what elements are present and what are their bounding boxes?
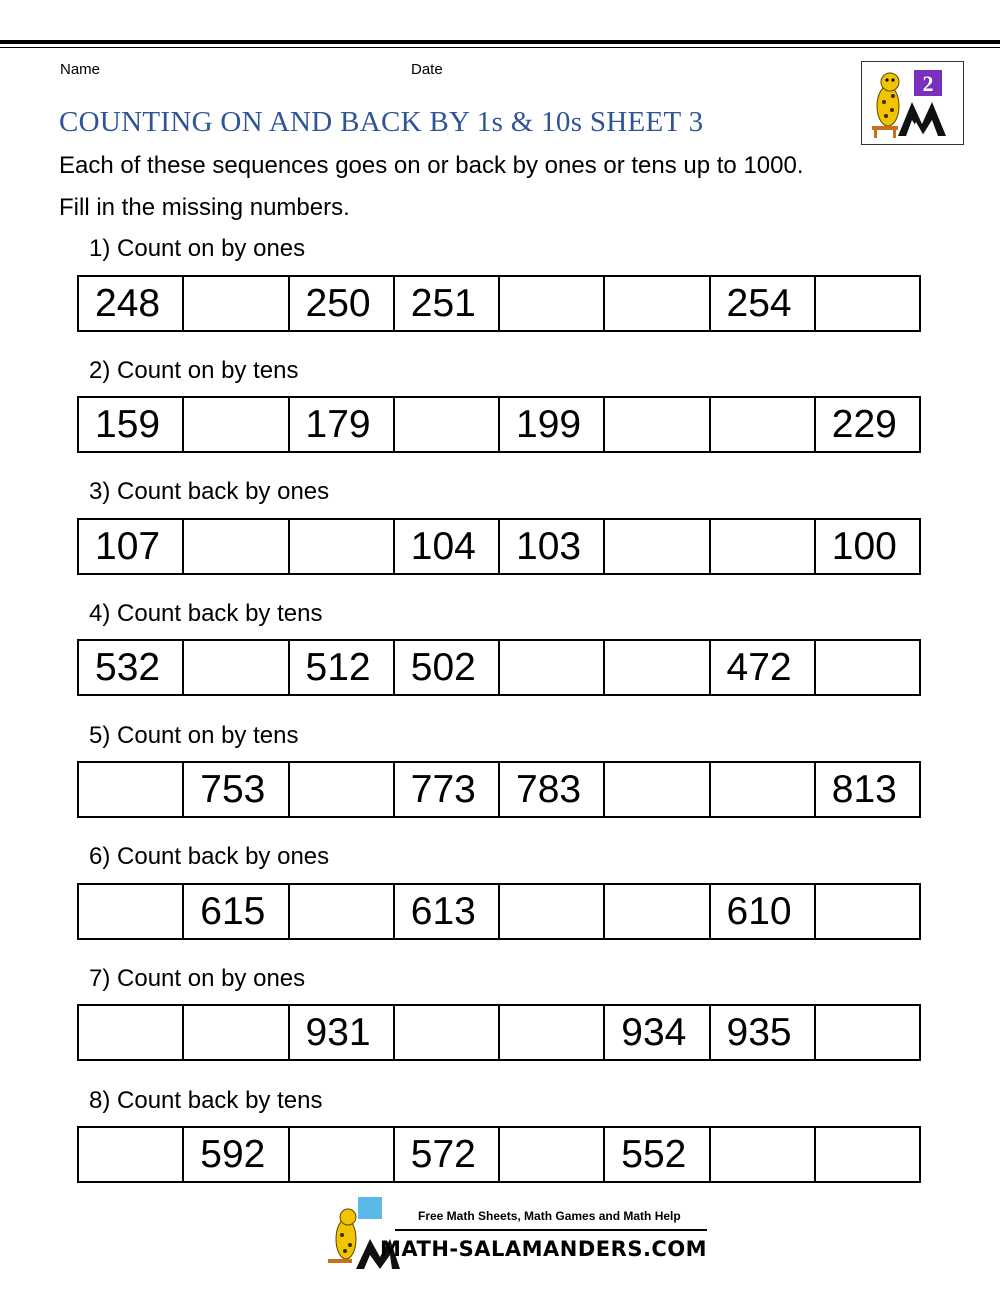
- footer-divider: [395, 1229, 707, 1231]
- footer-tagline: Free Math Sheets, Math Games and Math Help: [418, 1209, 681, 1223]
- answer-cell[interactable]: 773: [395, 763, 500, 816]
- question-7-label: 7) Count on by ones: [89, 965, 306, 992]
- answer-cell[interactable]: [605, 398, 710, 451]
- answer-cell[interactable]: [184, 398, 289, 451]
- salamander-logo: [861, 61, 964, 145]
- answer-cell[interactable]: [816, 1006, 919, 1059]
- answer-cell[interactable]: [500, 641, 605, 694]
- answer-cell[interactable]: [184, 641, 289, 694]
- answer-cell[interactable]: 103: [500, 520, 605, 573]
- question-1-label: 1) Count on by ones: [89, 235, 306, 262]
- footer-logo: [320, 1195, 720, 1273]
- answer-cell[interactable]: 931: [290, 1006, 395, 1059]
- answer-cell[interactable]: [290, 1128, 395, 1181]
- instruction-line-2: Fill in the missing numbers.: [59, 194, 350, 221]
- m-letter-icon: [898, 102, 946, 136]
- answer-cell[interactable]: [605, 885, 710, 938]
- answer-cell[interactable]: 934: [605, 1006, 710, 1059]
- question-8-label: 8) Count back by tens: [89, 1087, 323, 1114]
- answer-cell[interactable]: [605, 520, 710, 573]
- answer-cell[interactable]: 552: [605, 1128, 710, 1181]
- answer-cell[interactable]: 753: [184, 763, 289, 816]
- answer-cell[interactable]: [79, 1128, 184, 1181]
- answer-cell[interactable]: 610: [711, 885, 816, 938]
- answer-cell[interactable]: [500, 277, 605, 330]
- question-7-row: [77, 1004, 921, 1061]
- question-6-row: [77, 883, 921, 940]
- date-label: Date: [411, 61, 443, 78]
- answer-cell[interactable]: 813: [831, 768, 897, 811]
- question-3-label: 3) Count back by ones: [89, 478, 330, 505]
- answer-cell[interactable]: [605, 641, 710, 694]
- answer-cell[interactable]: [184, 277, 289, 330]
- answer-cell[interactable]: [711, 520, 816, 573]
- answer-cell[interactable]: 199: [500, 398, 605, 451]
- question-3-row: [77, 518, 921, 575]
- top-rule: [0, 40, 1000, 44]
- answer-cell[interactable]: 251: [395, 277, 500, 330]
- answer-cell[interactable]: [816, 885, 919, 938]
- answer-cell[interactable]: 592: [184, 1128, 289, 1181]
- footer-salamander-icon: [320, 1195, 400, 1273]
- instruction-line-1: Each of these sequences goes on or back by ones or tens up to 1000.: [59, 152, 804, 179]
- question-1-row: [77, 275, 921, 332]
- name-label: Name: [60, 61, 101, 78]
- question-2-label: 2) Count on by tens: [89, 357, 299, 384]
- answer-cell[interactable]: [395, 1006, 500, 1059]
- answer-cell[interactable]: 572: [395, 1128, 500, 1181]
- answer-cell[interactable]: 472: [711, 641, 816, 694]
- answer-cell[interactable]: [816, 277, 919, 330]
- answer-cell[interactable]: [605, 277, 710, 330]
- answer-cell[interactable]: [500, 885, 605, 938]
- question-5-label: 5) Count on by tens: [89, 722, 299, 749]
- answer-cell[interactable]: 250: [290, 277, 395, 330]
- question-5-row: [77, 761, 921, 818]
- answer-cell[interactable]: [290, 520, 395, 573]
- answer-cell[interactable]: 532: [79, 641, 184, 694]
- answer-cell[interactable]: [79, 885, 184, 938]
- top-rule-thin: [0, 47, 1000, 48]
- answer-cell[interactable]: 512: [290, 641, 395, 694]
- answer-cell[interactable]: 254: [711, 277, 816, 330]
- answer-cell[interactable]: 613: [395, 885, 500, 938]
- answer-cell[interactable]: [184, 520, 289, 573]
- question-8-row: [77, 1126, 921, 1183]
- answer-cell[interactable]: 615: [184, 885, 289, 938]
- answer-cell[interactable]: 783: [500, 763, 605, 816]
- answer-cell[interactable]: [184, 1006, 289, 1059]
- answer-cell[interactable]: [711, 763, 816, 816]
- answer-cell[interactable]: 159: [79, 398, 184, 451]
- answer-cell[interactable]: [500, 1006, 605, 1059]
- footer-brand[interactable]: MATH-SALAMANDERS.COM: [380, 1237, 708, 1261]
- answer-cell[interactable]: [79, 763, 184, 816]
- answer-cell[interactable]: [79, 1006, 184, 1059]
- answer-cell[interactable]: 502: [395, 641, 500, 694]
- worksheet-title: COUNTING ON AND BACK BY 1s & 10s SHEET 3: [59, 106, 704, 138]
- answer-cell[interactable]: 107: [79, 520, 184, 573]
- question-6-label: 6) Count back by ones: [89, 843, 330, 870]
- answer-cell[interactable]: 100: [831, 525, 897, 568]
- answer-cell[interactable]: [711, 398, 816, 451]
- grade-number: 2: [922, 71, 934, 96]
- answer-cell[interactable]: [816, 1128, 919, 1181]
- answer-cell[interactable]: 229: [831, 403, 897, 446]
- answer-cell[interactable]: [290, 763, 395, 816]
- answer-cell[interactable]: [395, 398, 500, 451]
- answer-cell[interactable]: 248: [79, 277, 184, 330]
- answer-cell[interactable]: [816, 641, 919, 694]
- answer-cell[interactable]: [290, 885, 395, 938]
- answer-cell[interactable]: 104: [395, 520, 500, 573]
- answer-cell[interactable]: 935: [711, 1006, 816, 1059]
- salamander-icon: [877, 86, 899, 126]
- question-4-row: [77, 639, 921, 696]
- answer-cell[interactable]: [500, 1128, 605, 1181]
- answer-cell[interactable]: 179: [290, 398, 395, 451]
- question-4-label: 4) Count back by tens: [89, 600, 323, 627]
- answer-cell[interactable]: [711, 1128, 816, 1181]
- question-2-row: [77, 396, 921, 453]
- answer-cell[interactable]: [605, 763, 710, 816]
